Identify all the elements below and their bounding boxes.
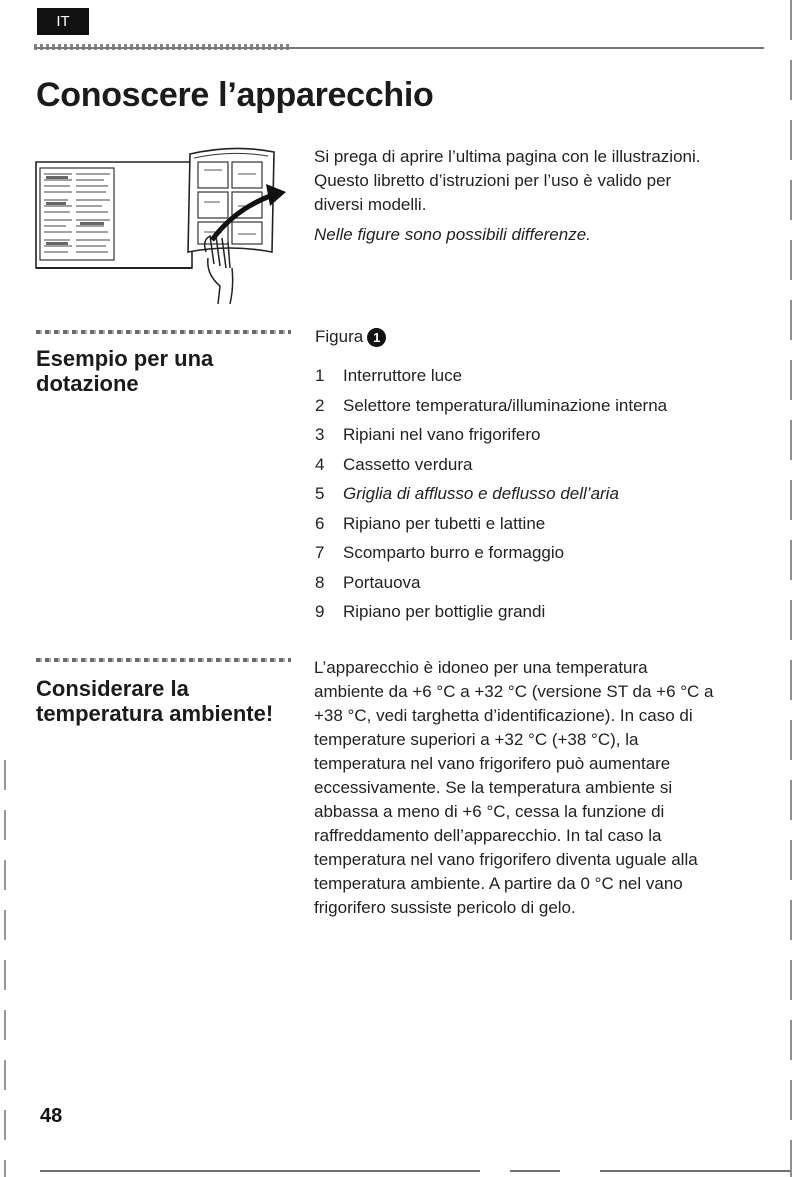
list-item-label: Ripiano per bottiglie grandi — [343, 602, 546, 621]
bottom-rule — [40, 1170, 790, 1172]
section-heading-example — [36, 346, 296, 396]
temperature-line: temperatura nel vano frigorifero può aumentare — [314, 754, 671, 773]
intro-line-3: diversi modelli. — [314, 195, 427, 214]
booklet-illustration — [34, 140, 296, 305]
right-margin-line — [790, 0, 792, 1177]
temperature-line: ambiente da +6 °C a +32 °C (versione ST da +6 °C a — [314, 682, 714, 701]
temperature-paragraph — [314, 656, 784, 920]
temperature-line: raffreddamento dell’apparecchio. In tal caso la — [314, 826, 662, 845]
temperature-line: temperature superiori a +32 °C (+38 °C), la — [314, 730, 639, 749]
list-item — [315, 450, 755, 480]
temperature-line: abbassa a meno di +6 °C, cessa la funzione di — [314, 802, 665, 821]
list-item-label: Cassetto verdura — [343, 454, 473, 474]
list-item-number: 4 — [315, 454, 325, 474]
list-item-number: 8 — [315, 572, 325, 592]
section-divider-example — [36, 330, 291, 334]
list-item — [315, 568, 755, 598]
list-item-label: Griglia di afflusso e deflusso dell’aria — [343, 484, 619, 503]
header-rule — [34, 47, 764, 49]
list-item-label: Ripiani nel vano frigorifero — [343, 425, 541, 444]
figure-number-badge: 1 — [367, 328, 386, 347]
temperature-line: eccessivamente. Se la temperatura ambiente si — [314, 778, 673, 797]
section-heading-temperature-line1: Considerare la — [36, 676, 189, 701]
intro-line-2: Questo libretto d’istruzioni per l’uso è valido per — [314, 171, 672, 190]
list-item-number: 7 — [315, 543, 325, 562]
list-item — [315, 420, 755, 450]
list-item — [315, 479, 755, 509]
list-item-number: 5 — [315, 484, 325, 503]
temperature-line: L’apparecchio è idoneo per una temperatura — [314, 658, 648, 677]
figure-label: Figura — [315, 327, 364, 346]
list-item — [315, 361, 755, 391]
list-item — [315, 597, 755, 627]
intro-line-1: Si prega di aprire l’ultima pagina con le illustrazioni. — [314, 147, 701, 166]
intro-block — [314, 145, 774, 247]
left-margin-line — [4, 760, 6, 1177]
figure-reference — [315, 327, 386, 347]
temperature-line: temperatura nel vano frigorifero diventa uguale alla — [314, 850, 698, 869]
list-item-number: 6 — [315, 513, 325, 533]
component-list — [315, 361, 755, 627]
list-item-number: 1 — [315, 366, 325, 385]
list-item-number: 2 — [315, 395, 325, 415]
list-item-number: 9 — [315, 602, 325, 621]
list-item-label: Selettore temperatura/illuminazione interna — [343, 395, 668, 415]
section-heading-example-line2: dotazione — [36, 371, 139, 396]
intro-note: Nelle figure sono possibili differenze. — [314, 225, 591, 244]
section-heading-temperature-line2: temperatura ambiente! — [36, 701, 274, 726]
list-item — [315, 538, 755, 568]
list-item-number: 3 — [315, 425, 325, 444]
list-item — [315, 391, 755, 421]
list-item-label: Portauova — [343, 572, 421, 592]
temperature-line: +38 °C, vedi targhetta d’identificazione). In caso di — [314, 706, 693, 725]
list-item-label: Interruttore luce — [343, 366, 463, 385]
language-badge: IT — [37, 8, 89, 35]
section-divider-temperature — [36, 658, 291, 662]
temperature-line: temperatura ambiente. A partire da 0 °C nel vano — [314, 874, 683, 893]
list-item — [315, 509, 755, 539]
page-title: Conoscere l’apparecchio — [36, 76, 434, 114]
section-heading-temperature — [36, 676, 306, 726]
temperature-line: frigorifero sussiste pericolo di gelo. — [314, 898, 576, 917]
list-item-label: Scomparto burro e formaggio — [343, 543, 565, 562]
page-number: 48 — [40, 1105, 63, 1127]
list-item-label: Ripiano per tubetti e lattine — [343, 513, 546, 533]
section-heading-example-line1: Esempio per una — [36, 346, 214, 371]
